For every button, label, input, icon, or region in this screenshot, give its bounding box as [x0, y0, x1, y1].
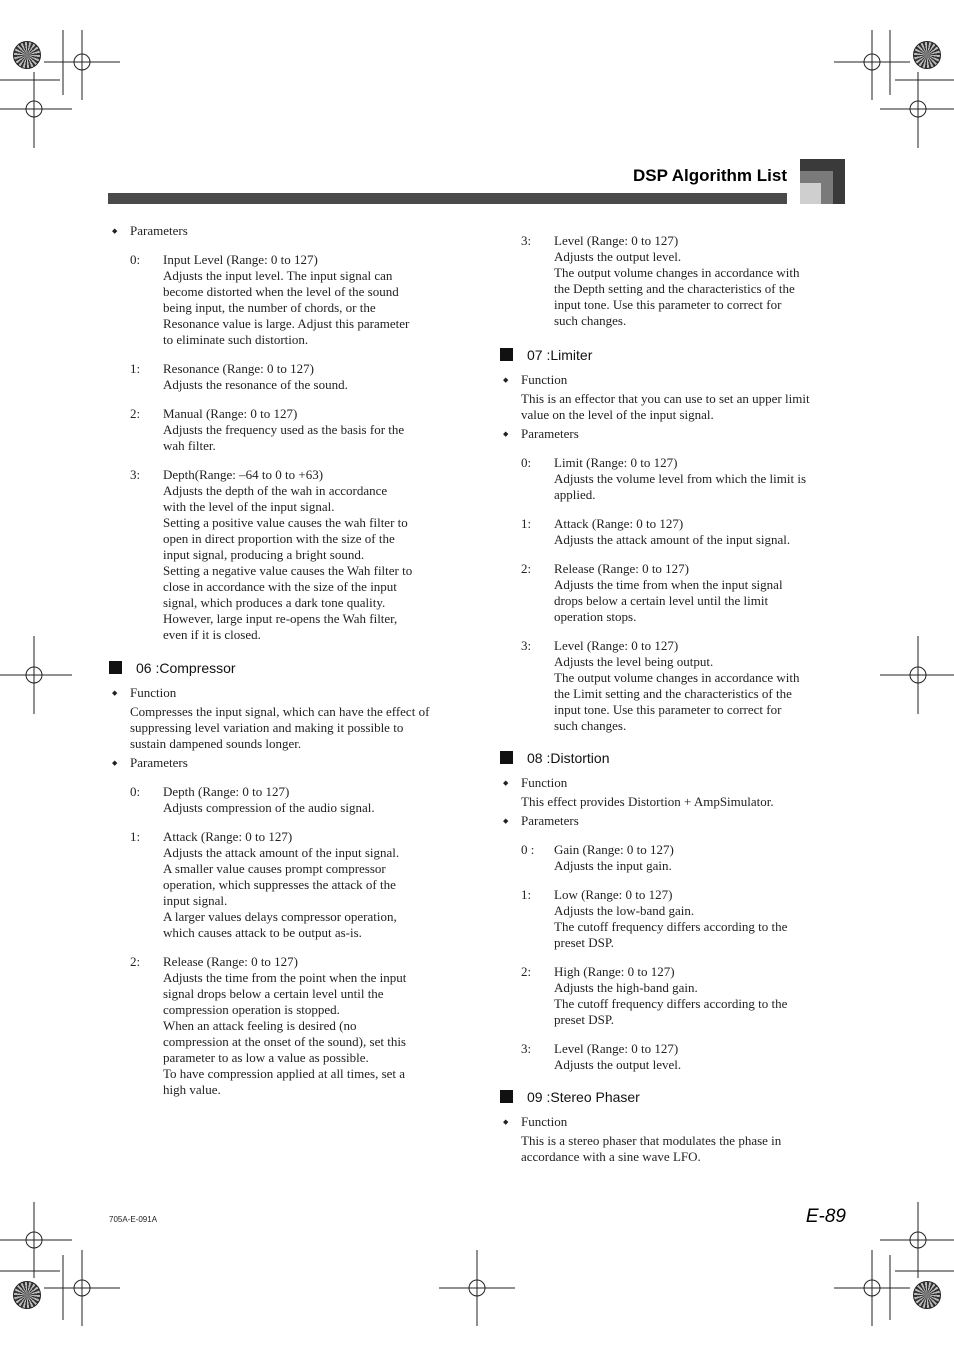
parameter-name: Manual (Range: 0 to 127) [163, 406, 298, 421]
parameter-item [500, 516, 845, 548]
right-column [500, 233, 845, 1165]
parameter-description: Adjusts the time from when the input signal [554, 577, 783, 592]
compressor-function-text [109, 704, 461, 752]
parameter-description: input signal, producing a bright sound. [163, 547, 365, 562]
parameter-number: 0: [130, 252, 141, 267]
bullet-parameters: ◆ Parameters [500, 813, 845, 829]
parameter-description: become distorted when the level of the sound [163, 284, 399, 299]
parameter-name: Attack (Range: 0 to 127) [163, 829, 293, 844]
bullet-parameters: ◆ Parameters [109, 223, 461, 239]
section-square-icon [500, 1090, 513, 1103]
parameter-description: Adjusts the high-band gain. [554, 980, 698, 995]
parameter-description: The cutoff frequency differs according to the [554, 996, 788, 1011]
parameter-number: 3: [521, 233, 532, 248]
parameter-item [500, 561, 845, 625]
parameter-description: close in accordance with the size of the input [163, 579, 397, 594]
parameter-description: Adjusts the attack amount of the input signal. [163, 845, 400, 860]
parameter-number: 1: [521, 516, 532, 531]
parameter-description: open in direct proportion with the size of the [163, 531, 395, 546]
parameter-item [109, 467, 461, 643]
parameter-description: operation, which suppresses the attack of the [163, 877, 396, 892]
parameter-description: high value. [163, 1082, 221, 1097]
parameter-number: 1: [521, 887, 532, 902]
parameter-description: such changes. [554, 313, 627, 328]
parameter-name: High (Range: 0 to 127) [554, 964, 675, 979]
section-distortion: 08 :Distortion [500, 750, 845, 766]
parameter-description: operation stops. [554, 609, 637, 624]
parameter-description: preset DSP. [554, 935, 614, 950]
document-code: 705A-E-091A [109, 1215, 158, 1224]
parameter-description: preset DSP. [554, 1012, 614, 1027]
parameter-description: input tone. Use this parameter to correct for [554, 297, 782, 312]
parameter-description: Adjusts the output level. [554, 249, 682, 264]
parameter-name: Depth(Range: –64 to 0 to +63) [163, 467, 324, 482]
parameter-description: the Depth setting and the characteristics of the [554, 281, 795, 296]
parameter-description: signal drops below a certain level until the [163, 986, 384, 1001]
parameter-description: even if it is closed. [163, 627, 261, 642]
parameter-description: Resonance value is large. Adjust this parameter [163, 316, 410, 331]
function-description-line: This is an effector that you can use to set an upper limit [521, 391, 810, 406]
section-square-icon [500, 348, 513, 361]
parameter-item [500, 842, 845, 874]
parameter-item [500, 638, 845, 734]
parameter-description: signal, which produces a dark tone quality. [163, 595, 386, 610]
parameter-description: The cutoff frequency differs according to the [554, 919, 788, 934]
parameter-description: Adjusts the output level. [554, 1057, 682, 1072]
distortion-function-text [500, 794, 845, 810]
header-bar [108, 193, 787, 204]
parameter-name: Gain (Range: 0 to 127) [554, 842, 674, 857]
parameter-name: Attack (Range: 0 to 127) [554, 516, 684, 531]
parameter-description: applied. [554, 487, 596, 502]
parameter-item [500, 964, 845, 1028]
parameter-description: being input, the number of chords, or the [163, 300, 376, 315]
left-column [109, 223, 461, 1098]
parameter-description: input tone. Use this parameter to correct for [554, 702, 782, 717]
parameter-name: Input Level (Range: 0 to 127) [163, 252, 318, 267]
parameter-description: compression at the onset of the sound), set this [163, 1034, 406, 1049]
bullet-function: ◆ Function [109, 685, 461, 701]
function-description-line: value on the level of the input signal. [521, 407, 714, 422]
parameter-description: the Limit setting and the characteristics of the [554, 686, 792, 701]
parameter-name: Level (Range: 0 to 127) [554, 1041, 679, 1056]
bullet-function: ◆ Function [500, 372, 845, 388]
phaser-function-text [500, 1133, 845, 1165]
function-description-line: accordance with a sine wave LFO. [521, 1149, 701, 1164]
parameter-description: Adjusts the resonance of the sound. [163, 377, 348, 392]
parameter-item [109, 954, 461, 1098]
parameter-number: 3: [521, 638, 532, 653]
bullet-parameters: ◆ Parameters [109, 755, 461, 771]
parameter-description: input signal. [163, 893, 228, 908]
parameter-item [500, 233, 845, 329]
bullet-function: ◆ Function [500, 1114, 845, 1130]
parameter-item [109, 406, 461, 454]
parameter-item [109, 361, 461, 393]
section-limiter: 07 :Limiter [500, 347, 845, 363]
parameter-description: wah filter. [163, 438, 216, 453]
parameter-description: Adjusts the frequency used as the basis for the [163, 422, 405, 437]
page-number: E-89 [805, 1206, 846, 1227]
parameter-name: Resonance (Range: 0 to 127) [163, 361, 314, 376]
compressor-level-param [500, 233, 845, 329]
function-description-line: Compresses the input signal, which can have the effect of [130, 704, 430, 719]
page-title: DSP Algorithm List [633, 166, 787, 185]
parameter-description: The output volume changes in accordance with [554, 670, 800, 685]
section-square-icon [109, 661, 122, 674]
parameter-description: A smaller value causes prompt compressor [163, 861, 386, 876]
parameter-description: Adjusts the volume level from which the limit is [554, 471, 807, 486]
section-stereo-phaser: 09 :Stereo Phaser [500, 1089, 845, 1105]
section-square-icon [500, 751, 513, 764]
function-description-line: suppressing level variation and making it possible to [130, 720, 404, 735]
parameter-number: 1: [130, 829, 141, 844]
parameter-name: Level (Range: 0 to 127) [554, 233, 679, 248]
parameter-description: drops below a certain level until the limit [554, 593, 769, 608]
parameter-description: to eliminate such distortion. [163, 332, 309, 347]
parameter-description: Adjusts the time from the point when the input [163, 970, 407, 985]
parameter-number: 3: [130, 467, 141, 482]
parameter-number: 3: [521, 1041, 532, 1056]
parameter-item [500, 455, 845, 503]
function-description-line: This effect provides Distortion + AmpSimulator. [521, 794, 774, 809]
parameter-number: 2: [521, 561, 532, 576]
parameter-description: To have compression applied at all times, set a [163, 1066, 406, 1081]
parameter-item [500, 887, 845, 951]
parameter-name: Level (Range: 0 to 127) [554, 638, 679, 653]
function-description-line: This is a stereo phaser that modulates the phase in [521, 1133, 782, 1148]
parameter-description: Setting a negative value causes the Wah filter to [163, 563, 413, 578]
parameter-number: 0 : [521, 842, 535, 857]
parameter-description: Setting a positive value causes the wah filter to [163, 515, 408, 530]
limiter-function-text [500, 391, 845, 423]
limiter-parameters [500, 455, 845, 734]
parameter-description: Adjusts the input gain. [554, 858, 672, 873]
bullet-parameters: ◆ Parameters [500, 426, 845, 442]
parameter-number: 0: [521, 455, 532, 470]
distortion-parameters [500, 842, 845, 1073]
parameter-item [500, 1041, 845, 1073]
parameter-number: 1: [130, 361, 141, 376]
parameter-item [109, 829, 461, 941]
parameter-name: Release (Range: 0 to 127) [554, 561, 690, 576]
parameter-name: Low (Range: 0 to 127) [554, 887, 673, 902]
wah-parameters [109, 252, 461, 643]
parameter-number: 2: [521, 964, 532, 979]
bullet-function: ◆ Function [500, 775, 845, 791]
parameter-description: Adjusts compression of the audio signal. [163, 800, 375, 815]
parameter-description: which causes attack to be output as-is. [163, 925, 362, 940]
parameter-description: such changes. [554, 718, 627, 733]
parameter-number: 2: [130, 954, 141, 969]
parameter-name: Limit (Range: 0 to 127) [554, 455, 678, 470]
parameter-description: However, large input re-opens the Wah filter, [163, 611, 398, 626]
parameter-description: Adjusts the level being output. [554, 654, 714, 669]
parameter-description: Adjusts the attack amount of the input signal. [554, 532, 791, 547]
parameter-item [109, 784, 461, 816]
parameter-description: Adjusts the depth of the wah in accordance [163, 483, 388, 498]
compressor-parameters [109, 784, 461, 1098]
parameter-description: compression operation is stopped. [163, 1002, 340, 1017]
section-compressor: 06 :Compressor [109, 660, 461, 676]
parameter-description: with the level of the input signal. [163, 499, 335, 514]
parameter-description: When an attack feeling is desired (no [163, 1018, 357, 1033]
parameter-description: The output volume changes in accordance with [554, 265, 800, 280]
parameter-number: 0: [130, 784, 141, 799]
function-description-line: sustain dampened sounds longer. [130, 736, 302, 751]
parameter-item [109, 252, 461, 348]
parameter-name: Depth (Range: 0 to 127) [163, 784, 290, 799]
parameter-description: Adjusts the input level. The input signal can [163, 268, 393, 283]
parameter-description: Adjusts the low-band gain. [554, 903, 695, 918]
parameter-name: Release (Range: 0 to 127) [163, 954, 299, 969]
header-tab-block [800, 159, 845, 204]
parameter-description: A larger values delays compressor operation, [163, 909, 397, 924]
parameter-number: 2: [130, 406, 141, 421]
parameter-description: parameter to as low a value as possible. [163, 1050, 369, 1065]
